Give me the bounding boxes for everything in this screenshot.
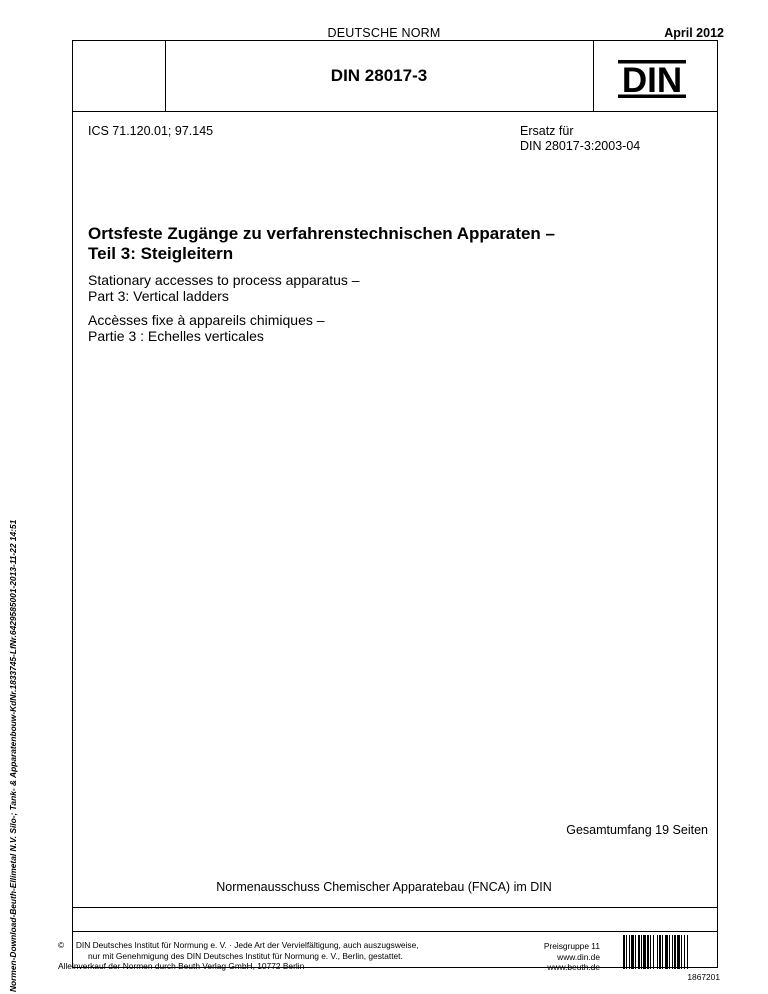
- price-block: [520, 941, 600, 973]
- english-title: [88, 272, 688, 304]
- german-title: [88, 224, 708, 264]
- header-divider: [73, 111, 717, 112]
- footer-divider: [73, 907, 717, 908]
- beuth-url[interactable]: www.beuth.de: [547, 962, 600, 972]
- english-title-line2: Part 3: Vertical ladders: [88, 288, 229, 304]
- replaces-block: [520, 124, 640, 154]
- din-logo-text: DIN: [621, 61, 683, 100]
- download-watermark: Normen-Download-Beuth-Ellimetal N.V. Silo-; Tank- & Apparatenbouw-KdNr.1833745-LfNr.6429585001-2013-11-22 14:51: [8, 519, 18, 992]
- price-group: Preisgruppe 11: [543, 941, 600, 951]
- french-title: [88, 312, 688, 344]
- copyright-symbol: ©: [58, 940, 65, 950]
- copyright-line3: Alleinverkauf der Normen durch Beuth Verlag GmbH, 10772 Berlin: [58, 961, 305, 971]
- copyright-line2: nur mit Genehmigung des DIN Deutsches Institut für Normung e. V., Berlin, gestattet.: [88, 950, 403, 961]
- publication-date: April 2012: [664, 26, 724, 40]
- german-title-line1: Ortsfeste Zugänge zu verfahrenstechnischen Apparaten –: [88, 224, 555, 243]
- barcode: [622, 935, 720, 969]
- norm-label: DEUTSCHE NORM: [327, 26, 441, 40]
- copyright-line1: DIN Deutsches Institut für Normung e. V. · Jede Art der Vervielfältigung, auch auszugsweise,: [75, 940, 419, 950]
- din-url[interactable]: www.din.de: [557, 951, 600, 962]
- replaces-document: DIN 28017-3:2003-04: [520, 139, 641, 153]
- ics-code: ICS 71.120.01; 97.145: [88, 124, 214, 138]
- german-title-line2: Teil 3: Steigleitern: [88, 244, 234, 263]
- footer-divider-lower: [73, 931, 717, 932]
- committee-name: Normenausschuss Chemischer Apparatebau (FNCA) im DIN: [216, 880, 552, 894]
- copyright-notice: [58, 940, 419, 972]
- barcode-number: 1867201: [687, 972, 720, 982]
- french-title-line1: Accèsses fixe à appareils chimiques –: [88, 312, 325, 328]
- english-title-line1: Stationary accesses to process apparatus –: [88, 272, 360, 288]
- document-number: DIN 28017-3: [330, 66, 428, 85]
- total-pages: Gesamtumfang 19 Seiten: [566, 823, 708, 837]
- header-right-divider: [593, 41, 594, 111]
- din-logo: [614, 57, 690, 101]
- replaces-label: Ersatz für: [520, 124, 574, 138]
- french-title-line2: Partie 3 : Echelles verticales: [88, 328, 264, 344]
